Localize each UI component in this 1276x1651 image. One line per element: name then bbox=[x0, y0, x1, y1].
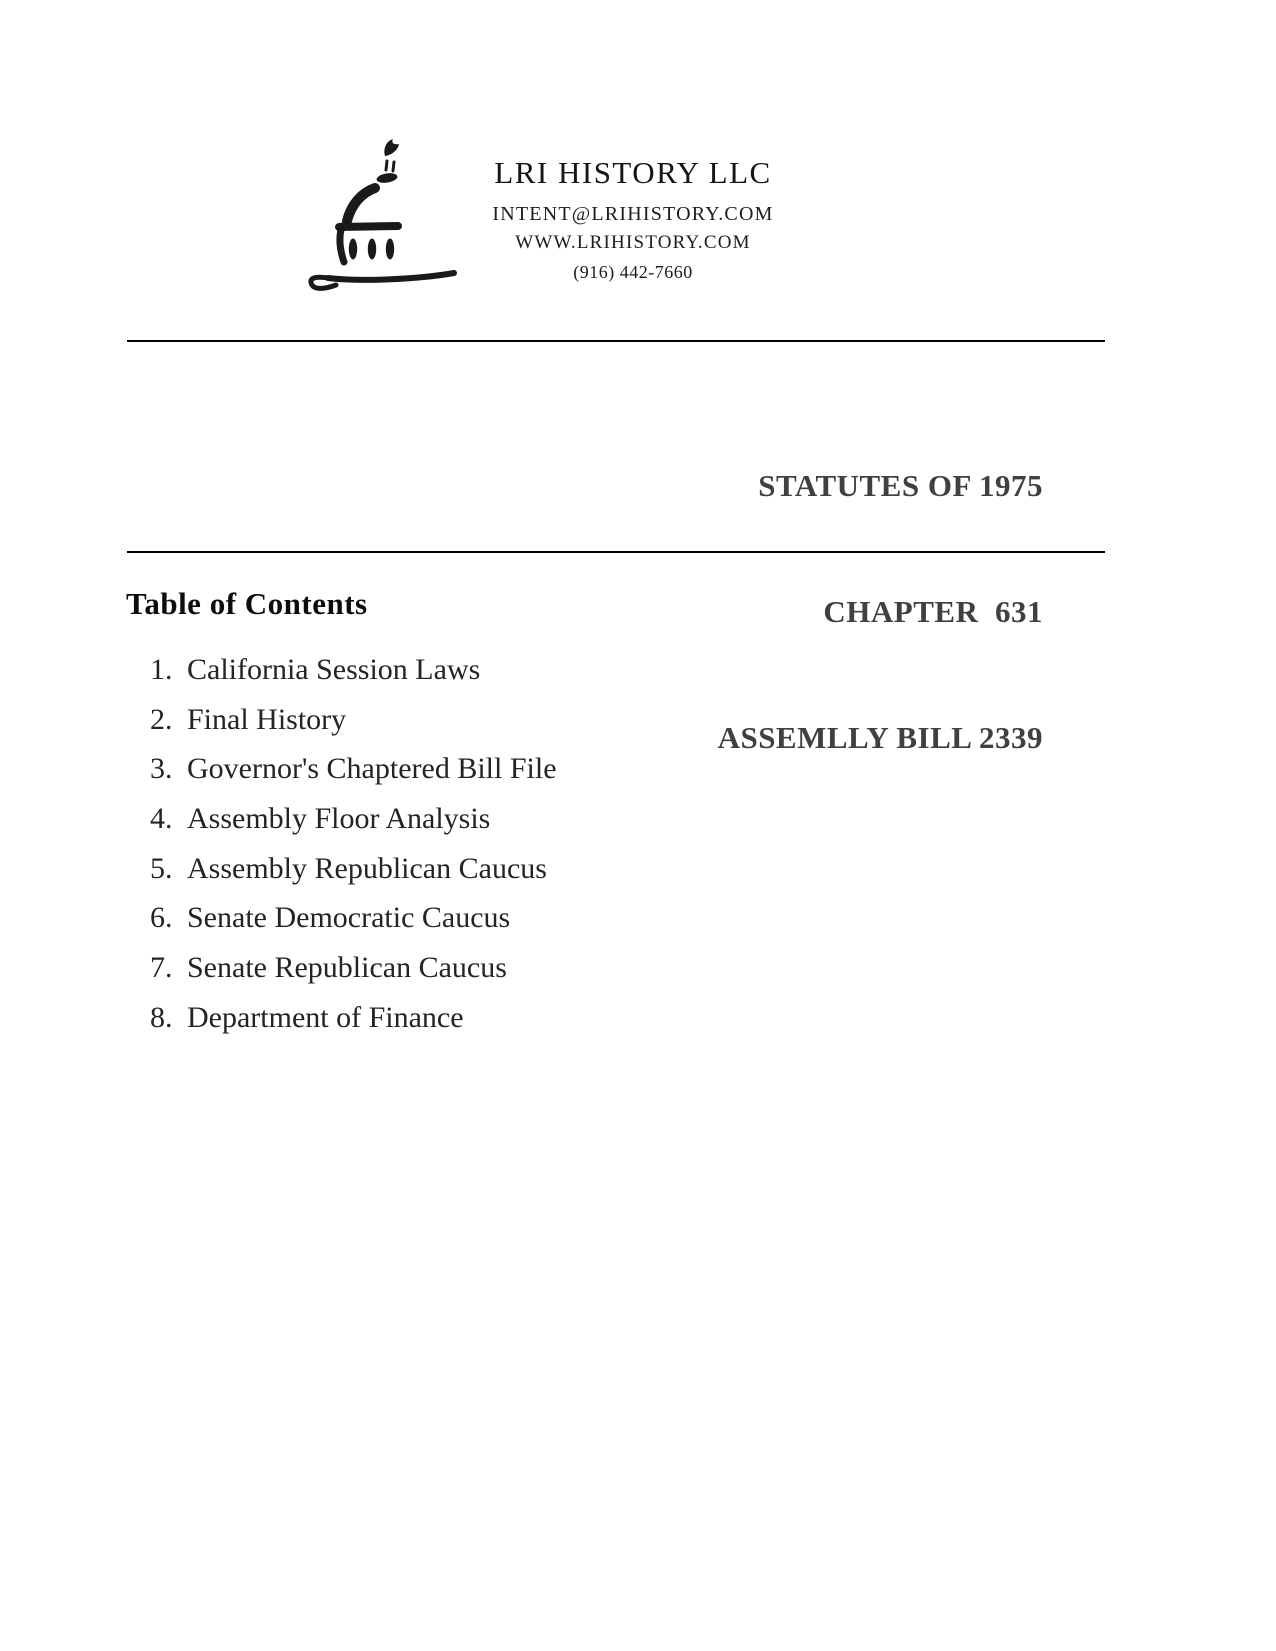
divider-top bbox=[127, 340, 1105, 342]
toc-item-label: California Session Laws bbox=[187, 653, 481, 686]
toc-item-number: 6. bbox=[150, 901, 173, 935]
toc-item bbox=[150, 750, 557, 800]
toc-item-label: Final History bbox=[187, 702, 347, 736]
company-email: INTENT@LRIHISTORY.COM bbox=[492, 203, 774, 225]
toc-item-number: 5. bbox=[150, 851, 173, 885]
toc-item-label: Senate Republican Caucus bbox=[187, 951, 507, 985]
toc-title: Table of Contents bbox=[126, 586, 368, 621]
toc-item bbox=[150, 651, 557, 701]
toc-item-label: Senate Democratic Caucus bbox=[187, 901, 511, 935]
toc-item-number: 2. bbox=[150, 702, 173, 736]
statutes-year-line: STATUTES OF 1975 bbox=[758, 468, 1043, 503]
toc-item bbox=[150, 999, 557, 1049]
chapter-number-line: CHAPTER 631 bbox=[823, 594, 1043, 629]
toc-item bbox=[150, 949, 557, 999]
toc-list bbox=[150, 651, 557, 1049]
toc-item-label: Assembly Floor Analysis bbox=[187, 802, 491, 836]
toc-item-number: 4. bbox=[150, 802, 173, 836]
toc-item bbox=[150, 701, 557, 751]
statute-info bbox=[718, 381, 1043, 843]
toc-item-number: 3. bbox=[150, 752, 173, 786]
toc-item-label: Assembly Republican Caucus bbox=[187, 851, 547, 885]
toc-item-label: Governor's Chaptered Bill File bbox=[187, 752, 557, 786]
toc-item-number: 7. bbox=[150, 951, 173, 985]
toc-item-number: 1. bbox=[150, 653, 173, 686]
divider-bottom bbox=[127, 551, 1105, 553]
assembly-bill-line: ASSEMLLY BILL 2339 bbox=[717, 720, 1043, 755]
company-phone: (916) 442-7660 bbox=[573, 262, 693, 282]
toc-item-label: Department of Finance bbox=[187, 1000, 464, 1034]
toc-item bbox=[150, 899, 557, 949]
toc-item bbox=[150, 800, 557, 850]
letterhead bbox=[0, 153, 1266, 285]
company-name: LRI HISTORY LLC bbox=[494, 155, 772, 190]
company-website: WWW.LRIHISTORY.COM bbox=[515, 232, 751, 253]
toc-item bbox=[150, 850, 557, 900]
toc-item-number: 8. bbox=[150, 1000, 173, 1034]
